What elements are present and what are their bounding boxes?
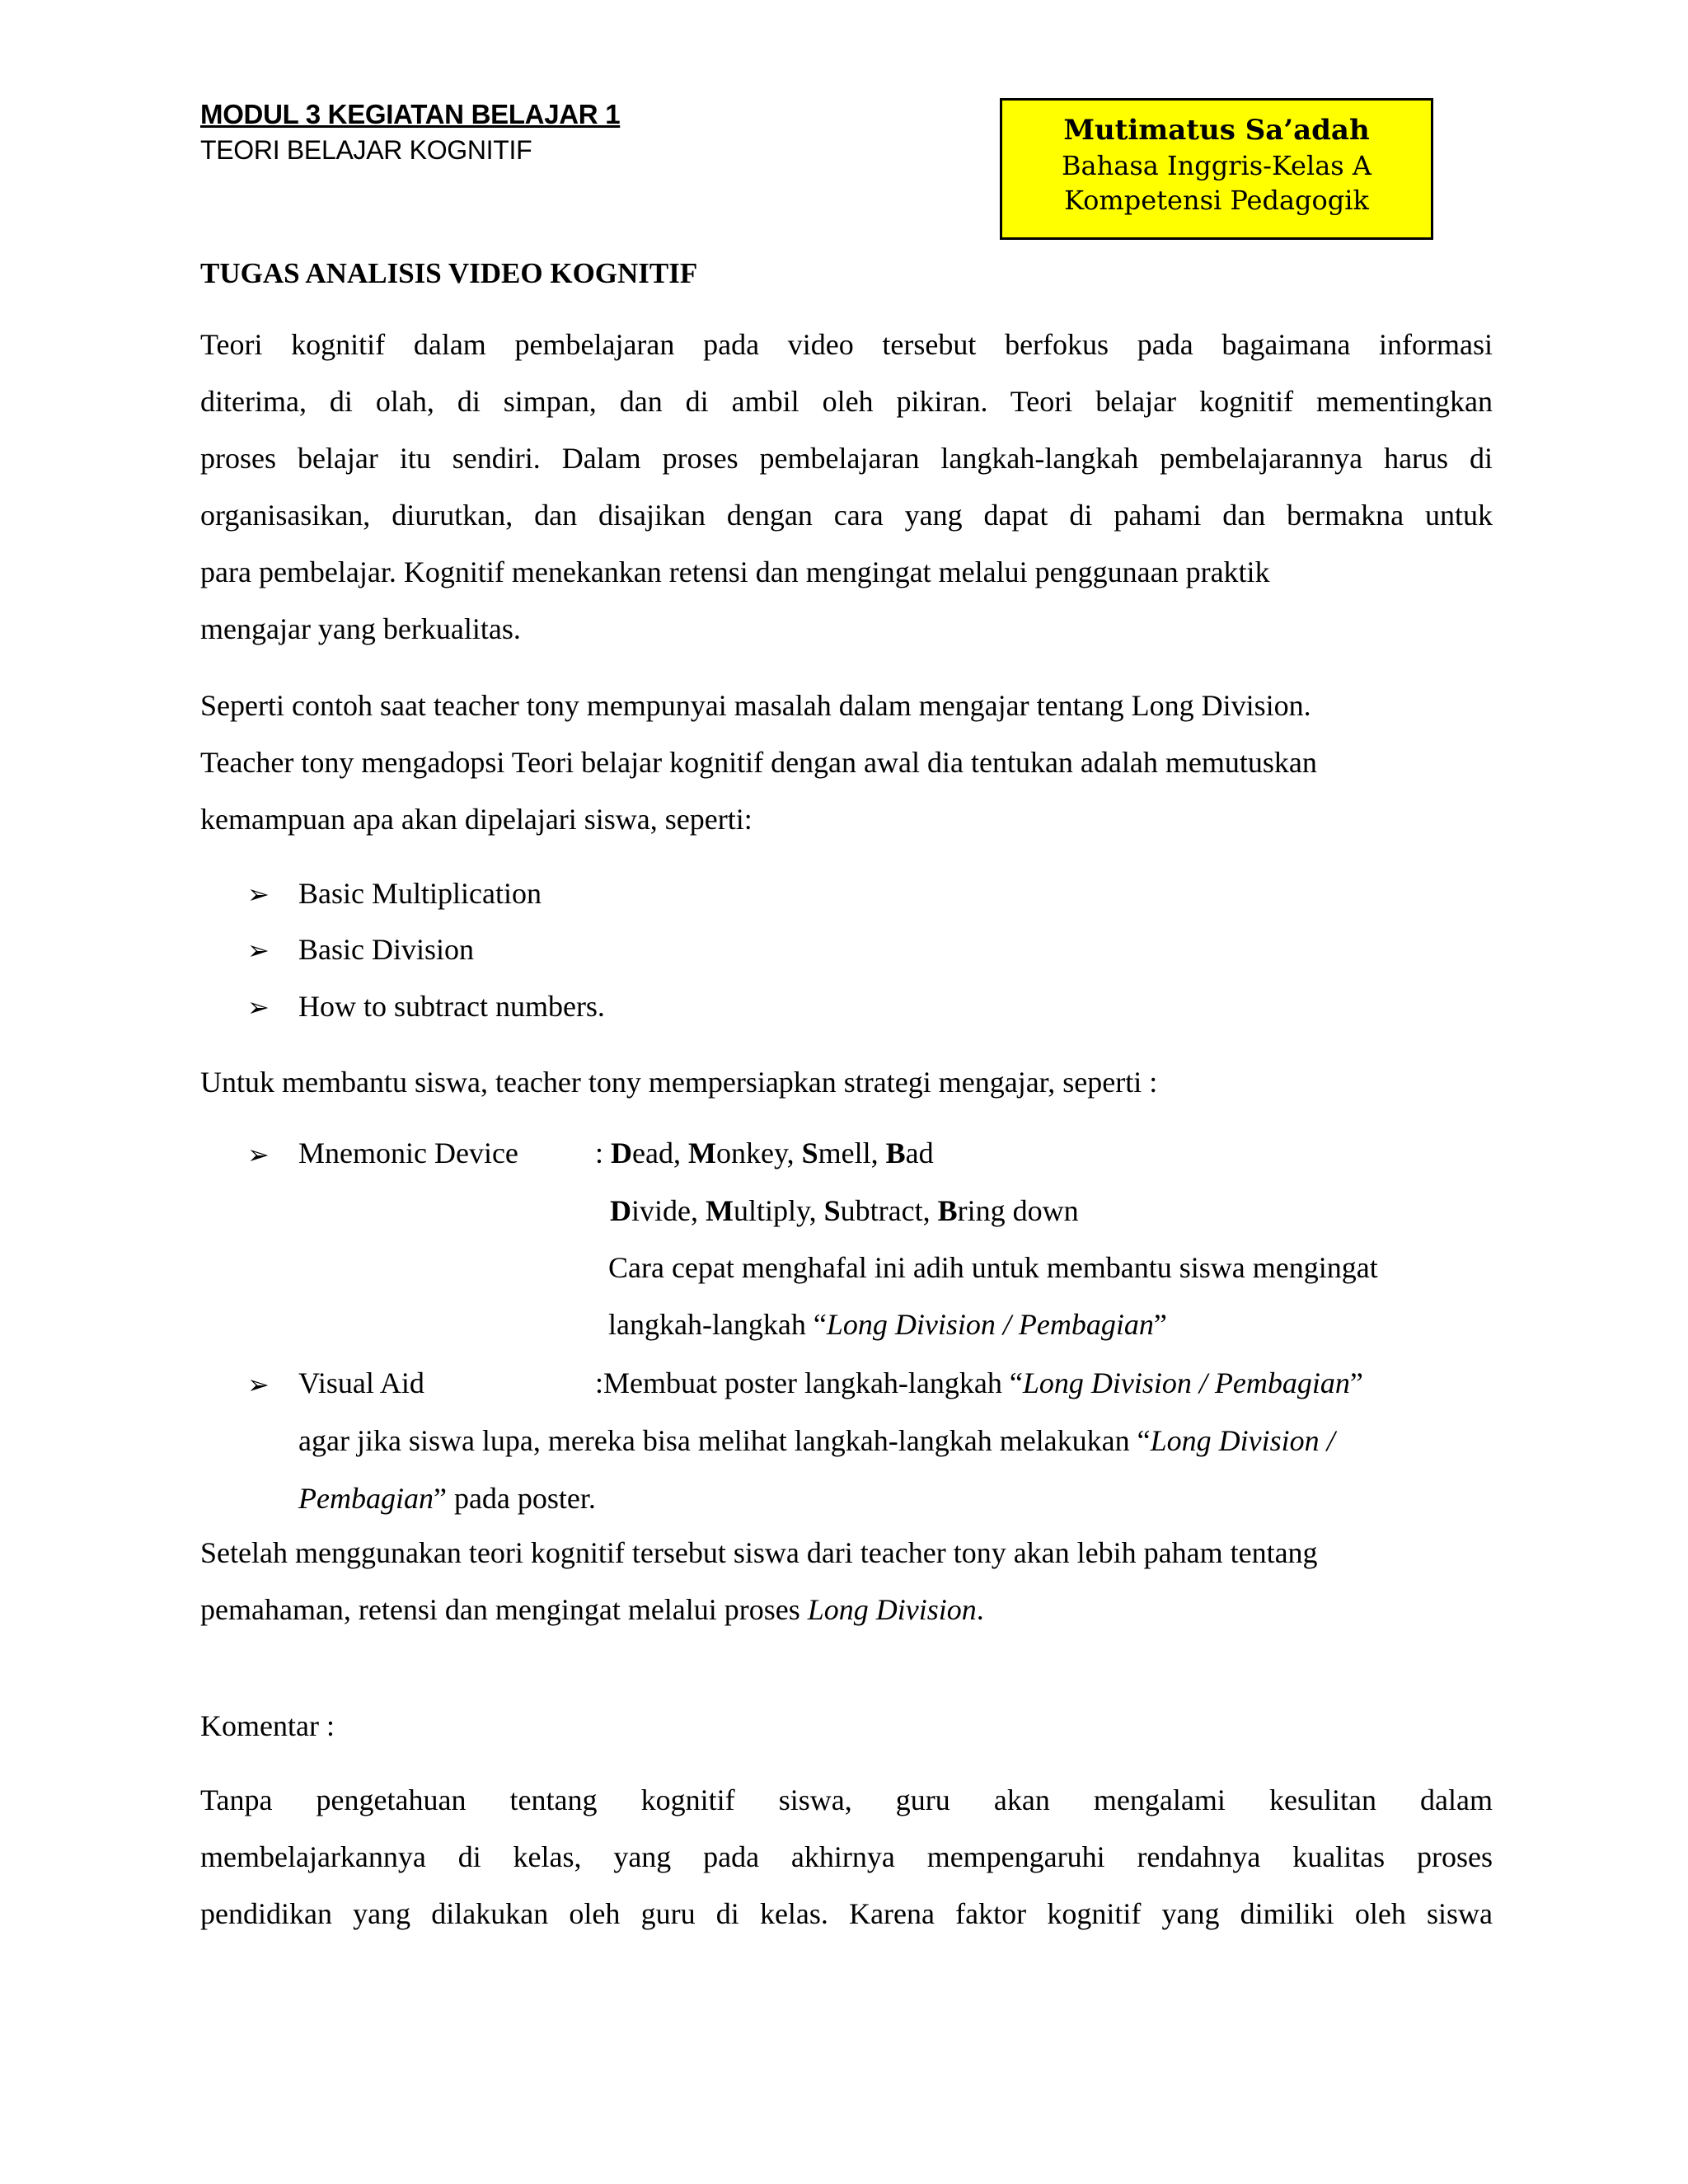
list-item — [247, 921, 474, 979]
assignment-heading: TUGAS ANALISIS VIDEO KOGNITIF — [200, 257, 698, 289]
mnemonic-word: Divide, — [610, 1194, 706, 1227]
visual-aid-item — [247, 1356, 298, 1413]
mnemonic-word: Subtract, — [823, 1194, 938, 1227]
author-name: Mutimatus Sa’adah — [1063, 114, 1370, 147]
author-box — [1000, 98, 1433, 240]
paragraph-line: Setelah menggunakan teori kognitif tersebut siswa dari teacher tony akan lebih paham tentang — [200, 1536, 1318, 1569]
paragraph-example — [200, 677, 1493, 848]
mnemonic-word: Smell, — [801, 1137, 886, 1169]
paragraph-line: membelajarkannya di kelas, yang pada akhirnya mempengaruhi rendahnya kualitas proses — [200, 1840, 1493, 1873]
mnemonic-line-4: langkah-langkah “Long Division / Pembagian” — [608, 1308, 1167, 1341]
paragraph-line: proses belajar itu sendiri. Dalam proses pembelajaran langkah-langkah pembelajarannya harus di — [200, 442, 1493, 475]
visual-aid-line-2: agar jika siswa lupa, mereka bisa melihat langkah-langkah melakukan “Long Division / — [298, 1424, 1335, 1457]
paragraph-line: Teori kognitif dalam pembelajaran pada video tersebut berfokus pada bagaimana informasi — [200, 328, 1493, 361]
arrow-bullet-icon: ➢ — [247, 1140, 270, 1169]
paragraph-line: organisasikan, diurutkan, dan disajikan dengan cara yang dapat di pahami dan bermakna untuk — [200, 499, 1493, 532]
paragraph-line: pemahaman, retensi dan mengingat melalui proses Long Division. — [200, 1593, 984, 1626]
paragraph-line: Teacher tony mengadopsi Teori belajar kognitif dengan awal dia tentukan adalah memutuskan — [200, 746, 1317, 779]
list-item-label: Basic Division — [298, 933, 474, 966]
paragraph-line: pendidikan yang dilakukan oleh guru di kelas. Karena faktor kognitif yang dimiliki oleh siswa — [200, 1897, 1493, 1930]
paragraph-line: kemampuan apa akan dipelajari siswa, seperti: — [200, 803, 753, 836]
strategy-intro — [200, 1054, 1493, 1111]
author-competency: Kompetensi Pedagogik — [1064, 185, 1369, 216]
mnemonic-word: Bring down — [937, 1194, 1079, 1227]
paragraph-komentar — [200, 1772, 1493, 1943]
paragraph-line: Tanpa pengetahuan tentang kognitif siswa, guru akan mengalami kesulitan dalam — [200, 1783, 1493, 1816]
mnemonic-item — [247, 1126, 298, 1183]
mnemonic-word: Dead, — [611, 1137, 688, 1169]
paragraph-intro — [200, 316, 1493, 658]
mnemonic-line-2 — [610, 1193, 1079, 1228]
arrow-bullet-icon: ➢ — [247, 1370, 270, 1399]
paragraph-conclusion — [200, 1525, 1493, 1638]
mnemonic-word: Monkey, — [687, 1137, 802, 1169]
section-label: Komentar : — [200, 1709, 335, 1742]
paragraph-line: Untuk membantu siswa, teacher tony mempersiapkan strategi mengajar, seperti : — [200, 1066, 1158, 1099]
arrow-bullet-icon: ➢ — [247, 879, 270, 909]
visual-aid-line-3: Pembagian” pada poster. — [298, 1482, 596, 1515]
list-item — [247, 865, 542, 923]
author-class: Bahasa Inggris-Kelas A — [1062, 150, 1372, 181]
paragraph-line: diterima, di olah, di simpan, dan di ambil oleh pikiran. Teori belajar kognitif mementingkan — [200, 385, 1493, 418]
list-item — [247, 978, 605, 1036]
list-item-label: Basic Multiplication — [298, 877, 542, 910]
mnemonic-label: Mnemonic Device — [298, 1137, 518, 1169]
arrow-bullet-icon: ➢ — [247, 992, 270, 1022]
arrow-bullet-icon: ➢ — [247, 935, 270, 965]
paragraph-line: Seperti contoh saat teacher tony mempunyai masalah dalam mengajar tentang Long Division. — [200, 689, 1311, 722]
mnemonic-word: Multiply, — [705, 1194, 824, 1227]
mnemonic-word: Bad — [885, 1137, 934, 1169]
visual-aid-label: Visual Aid — [298, 1366, 424, 1399]
mnemonic-line-3: Cara cepat menghafal ini adih untuk membantu siswa mengingat — [608, 1251, 1378, 1284]
list-item-label: How to subtract numbers. — [298, 990, 605, 1023]
paragraph-line: para pembelajar. Kognitif menekankan retensi dan mengingat melalui penggunaan praktik — [200, 555, 1270, 588]
module-subtitle: TEORI BELAJAR KOGNITIF — [200, 135, 532, 165]
visual-aid-line-1: :Membuat poster langkah-langkah “Long Division / Pembagian” — [595, 1366, 1363, 1399]
komentar-label — [200, 1698, 1493, 1755]
paragraph-line: mengajar yang berkualitas. — [200, 612, 521, 645]
mnemonic-line-1 — [595, 1136, 934, 1170]
colon: : — [595, 1137, 604, 1169]
module-title: MODUL 3 KEGIATAN BELAJAR 1 — [200, 99, 621, 129]
